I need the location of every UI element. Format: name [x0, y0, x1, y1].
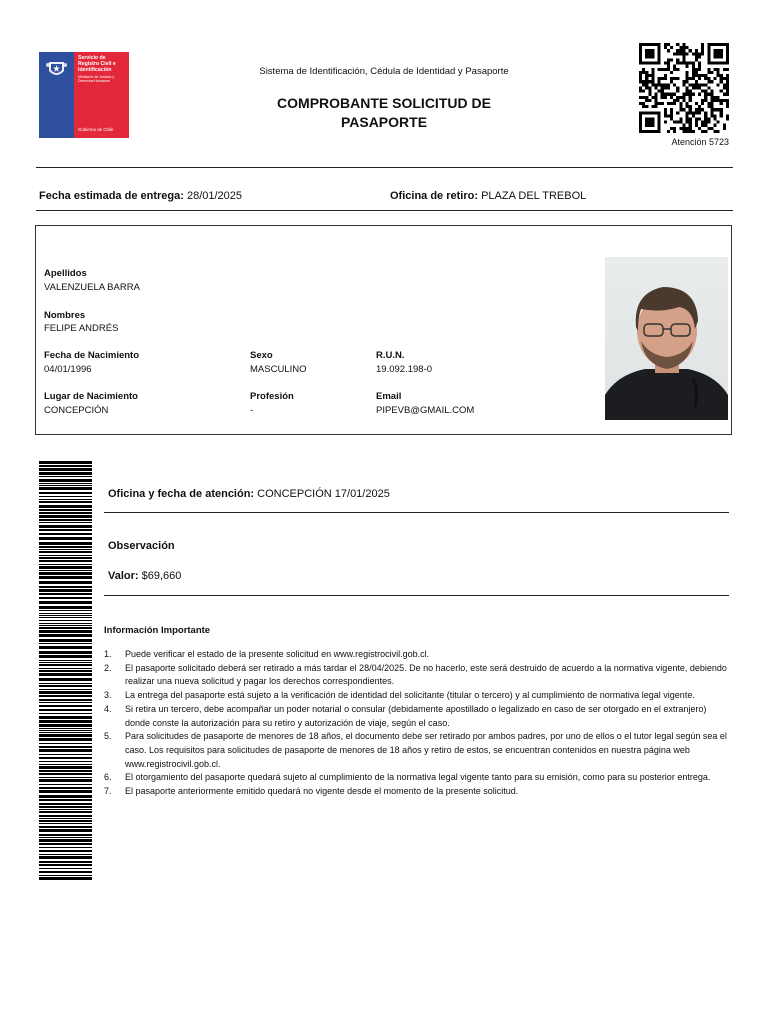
- logo-ministry-name: Ministerio de Justicia y Derechos Humanos: [78, 75, 115, 84]
- registro-civil-logo: [39, 52, 129, 138]
- important-info-list: [104, 648, 730, 799]
- info-item-text: La entrega del pasaporte está sujeto a la verificación de identidad del solicitante (titular o tercero) y al cumplimiento de normativa legal vigente.: [125, 690, 695, 701]
- apellidos-label: Apellidos: [44, 268, 87, 279]
- info-item-number: 5.: [104, 731, 112, 742]
- divider: [104, 512, 729, 513]
- amount: [108, 570, 181, 582]
- birth-place-value: CONCEPCIÓN: [44, 405, 109, 416]
- info-item-text: Puede verificar el estado de la presente solicitud en www.registrocivil.gob.cl.: [125, 649, 430, 659]
- pickup-office-label: Oficina de retiro:: [390, 190, 479, 202]
- attention-number: Atención 5723: [671, 137, 729, 147]
- sex-value: MASCULINO: [250, 364, 307, 375]
- birth-date-label: Fecha de Nacimiento: [44, 350, 140, 361]
- attention-office-value: CONCEPCIÓN 17/01/2025: [257, 488, 390, 500]
- info-list-item: [104, 703, 730, 730]
- logo-government: Gobierno de Chile: [78, 127, 114, 132]
- info-item-text: Para solicitudes de pasaporte de menores de 18 años, el documento debe ser retirado por ambos padres, por uno de ellos o el tutor legal según sea el caso. Los requisitos para solicitudes de pasaporte de menores de 18 años y retiro de estos, se encuentran contenidos en nuestra página web www.registrocivil.gob.cl.: [125, 731, 727, 769]
- sex-label: Sexo: [250, 350, 273, 361]
- info-list-item: [104, 785, 730, 799]
- divider: [104, 595, 729, 596]
- info-list-item: [104, 662, 730, 689]
- info-list-item: [104, 771, 730, 785]
- info-list-item: [104, 730, 730, 771]
- info-item-number: 7.: [104, 786, 112, 797]
- pickup-office-value: PLAZA DEL TREBOL: [481, 190, 587, 202]
- qr-code: [639, 42, 729, 134]
- info-item-text: Si retira un tercero, debe acompañar un poder notarial o consular (debidamente apostillado o legalizado en caso de ser otorgado en el extranjero) donde conste la autorización para su retiro y autorización de viaje, según el caso.: [125, 703, 707, 728]
- estimated-delivery-label: Fecha estimada de entrega:: [39, 190, 184, 202]
- email-value: PIPEVB@GMAIL.COM: [376, 405, 475, 416]
- info-item-number: 2.: [104, 662, 112, 673]
- profession-label: Profesión: [250, 391, 294, 402]
- attention-office-label: Oficina y fecha de atención:: [108, 488, 255, 500]
- important-info-title: Información Importante: [104, 625, 211, 636]
- info-item-text: El pasaporte solicitado deberá ser retirado a más tardar el 28/04/2025. De no hacerlo, este será destruido de acuerdo a la normativa vigente, debiendo realizar una nueva solicitud y pagar los derechos correspondientes.: [125, 662, 727, 687]
- info-item-number: 4.: [104, 703, 112, 714]
- info-item-number: 3.: [104, 690, 112, 701]
- info-item-number: 1.: [104, 649, 112, 659]
- info-item-number: 6.: [104, 772, 112, 783]
- birth-place-label: Lugar de Nacimiento: [44, 391, 138, 402]
- birth-date-value: 04/01/1996: [44, 364, 92, 375]
- profession-value: -: [250, 405, 254, 416]
- run-label: R.U.N.: [376, 350, 405, 361]
- estimated-delivery: [39, 190, 242, 202]
- estimated-delivery-value: 28/01/2025: [186, 190, 243, 202]
- amount-value: $69,660: [141, 570, 182, 582]
- run-value: 19.092.198-0: [376, 364, 432, 375]
- info-list-item: [104, 689, 730, 703]
- coat-of-arms-icon: [45, 58, 68, 80]
- pickup-office: [390, 190, 586, 202]
- applicant-photo: [605, 257, 728, 420]
- document-title-line2: PASAPORTE: [340, 114, 428, 130]
- divider: [36, 167, 733, 168]
- document-title-line1: COMPROBANTE SOLICITUD DE: [277, 95, 491, 111]
- apellidos-value: VALENZUELA BARRA: [44, 282, 140, 293]
- barcode: [39, 461, 92, 881]
- info-item-text: El otorgamiento del pasaporte quedará sujeto al cumplimiento de la normativa legal vigente tanto para su emisión, como para su posterior entrega.: [125, 772, 711, 783]
- email-label: Email: [376, 391, 402, 402]
- nombres-label: Nombres: [44, 310, 86, 321]
- observation-label: Observación: [108, 540, 175, 552]
- logo-service-name: Servicio de Registro Civil e Identificación: [78, 55, 116, 73]
- document-title: [234, 94, 534, 132]
- nombres-value: FELIPE ANDRÉS: [44, 323, 119, 334]
- amount-label: Valor:: [108, 570, 139, 582]
- system-title: Sistema de Identificación, Cédula de Identidad y Pasaporte: [259, 66, 509, 77]
- attention-office: [108, 488, 390, 500]
- info-list-item: [104, 648, 730, 662]
- info-item-text: El pasaporte anteriormente emitido quedará no vigente desde el momento de la presente solicitud.: [125, 786, 519, 797]
- divider: [36, 210, 733, 211]
